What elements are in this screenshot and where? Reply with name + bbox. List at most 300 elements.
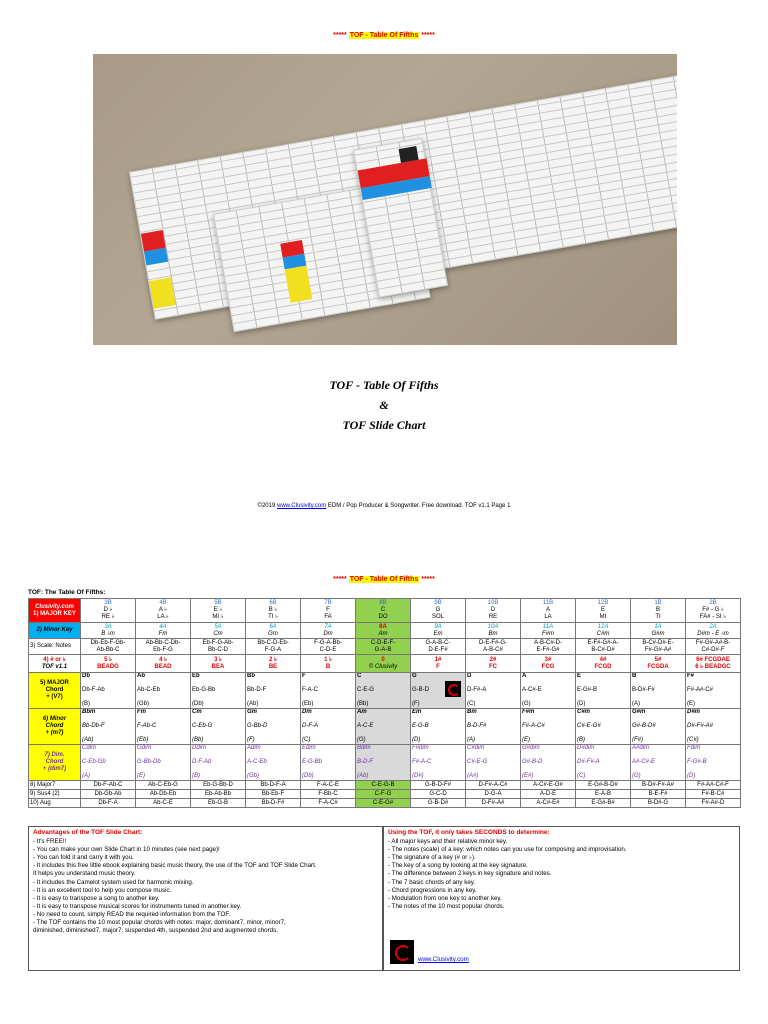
dim-chord-cell-text-2: (Ab) (357, 773, 369, 779)
scale-cell-text-0: C-D-E-F- (370, 639, 396, 646)
dim-chord-cell-text-1: G-Bb-Db (137, 759, 161, 765)
aug-cell-text-0: Ab-C-E (153, 799, 173, 806)
advantage-item: - It is easy to transpose a song to another key. (33, 894, 160, 902)
scale-cell-text-1: Bb-C-D (207, 646, 228, 653)
signature-cell-text-1: FCGD (594, 663, 612, 670)
major-chord-cell-text-1: F-A-C (302, 687, 318, 693)
major-chord-cell (81, 673, 136, 709)
minor-chord-cell (191, 709, 246, 745)
sus4-label-text-0: 9) Sus4 (2) (30, 790, 60, 797)
major7-cell-text-0: Eb-G-Bb-D (203, 781, 233, 788)
major-chord-cell (411, 673, 466, 709)
signature-cell-text-0: 4 ♭ (159, 656, 167, 663)
major-key-label-text-0: Clusivity.com (35, 603, 74, 610)
major-key-cell-text-1: A (545, 607, 550, 613)
major-chord-cell-text-0: Bb (247, 673, 255, 679)
advantages-title: Advantages of the TOF Slide Chart: (33, 829, 143, 836)
major-key-cell-text-0: 6B (269, 600, 277, 606)
minor-chord-cell-text-1: D#-F#-A# (687, 723, 714, 729)
minor-chord-cell-text-0: Cm (192, 709, 202, 715)
footer-link[interactable]: www.Clusivity.com (276, 503, 327, 509)
minor-key-cell (136, 623, 191, 639)
sus4-cell (631, 790, 686, 799)
advantage-item: - It includes the Camelot system used for harmonic mixing. (33, 878, 194, 886)
scale-cell-text-0: E-F#-G#-A- (587, 639, 619, 646)
minor-key-cell-text-0: 11A (542, 623, 554, 630)
scale-cell (411, 639, 466, 655)
minor-chord-cell-text-0: Bbm (82, 709, 96, 715)
major-chord-cell (466, 673, 521, 709)
scale-cell-text-0: D-E-F#-G- (479, 639, 507, 646)
major-key-cell-text-2: SOL (431, 614, 444, 620)
minor-key-cell-text-0: 10A (487, 623, 499, 630)
minor-chord-cell-text-2: (C) (302, 737, 311, 743)
minor-key-cell-text-0: 3A (104, 623, 112, 630)
minor-key-cell-text-1: Em (433, 630, 443, 637)
aug-cell-text-0: Db-F-A (98, 799, 118, 806)
minor-key-cell-text-1: G#m (651, 630, 665, 637)
dim-chord-cell-text-2: (D#) (412, 773, 424, 779)
signature-cell-text-1: © Clusivity (368, 663, 398, 670)
minor-key-cell-text-0: 9A (434, 623, 442, 630)
advantage-item: - It's FREE!! (33, 838, 67, 846)
minor-chord-cell-text-1: E-G-B (412, 723, 429, 729)
scale-cell-text-0: F-G-A-Bb- (314, 639, 342, 646)
signature-cell (356, 655, 411, 673)
major-key-cell-text-1: E ♭ (213, 607, 223, 613)
scale-cell (356, 639, 411, 655)
sus4-cell (356, 790, 411, 799)
usage-item: - The signature of a key (# or ♭). (388, 854, 476, 862)
minor-chord-cell-text-0: G#m (632, 709, 646, 715)
dim-chord-cell-text-2: (Gb) (247, 773, 259, 779)
dim-chord-cell-text-1: G#-B-D (522, 759, 543, 765)
minor-chord-cell-text-0: Bm (467, 709, 477, 715)
minor-key-label-text-0: 2) Minor Key (36, 627, 73, 633)
major-chord-label-text-2: + (V7) (46, 694, 63, 700)
scale-label (29, 639, 81, 655)
dim-chord-cell-text-1: C-Eb-Gb (82, 759, 106, 765)
major-key-cell-text-0: 9B (434, 600, 442, 606)
table-row (29, 799, 741, 808)
minor-chord-cell (246, 709, 301, 745)
dim-chord-cell-text-0: Ddim (192, 745, 207, 751)
major7-cell-text-0: Bb-D-F-A (260, 781, 286, 788)
major7-label (29, 781, 81, 790)
major7-cell (246, 781, 301, 790)
aug-cell-text-0: Eb-G-B (207, 799, 228, 806)
dim-chord-cell (466, 745, 521, 781)
scale-cell-text-1: Eb-F-G (153, 646, 173, 653)
dim-chord-cell-text-0: G#dim (522, 745, 540, 751)
usage-item: - Chord progressions in any key. (388, 886, 477, 894)
major-key-cell-text-1: F# - G ♭ (702, 607, 724, 613)
minor-chord-cell-text-1: A-C-E (357, 723, 374, 729)
aug-cell (301, 799, 356, 808)
header2-stars-left: ***** (333, 576, 347, 583)
major-chord-cell-text-1: Ab-C-Eb (137, 687, 161, 693)
minor-chord-label-text-2: + (m7) (45, 730, 64, 736)
sus4-cell (521, 790, 576, 799)
minor-chord-label-text-1: Chord (45, 723, 64, 729)
minor-chord-cell (81, 709, 136, 745)
minor-key-cell-text-1: Bm (488, 630, 498, 637)
major-key-cell (136, 599, 191, 623)
major-key-cell-text-1: C (380, 607, 386, 613)
minor-chord-cell-text-1: D-F-A (302, 723, 318, 729)
signature-cell (246, 655, 301, 673)
minor-chord-cell-text-1: G-Bb-D (247, 723, 268, 729)
major-key-cell (191, 599, 246, 623)
sus4-label (29, 790, 81, 799)
dim-chord-label-text-0: 7) Dim. (44, 752, 65, 758)
dim-chord-cell-text-0: D#dim (577, 745, 595, 751)
minor-chord-cell-text-0: Dm (302, 709, 312, 715)
scale-cell (686, 639, 741, 655)
major-chord-cell-text-1: C-E-G (357, 687, 374, 693)
major-key-cell-text-2: FA (324, 614, 332, 620)
advantage-item: - You can make your own Slide Chart in 10 minutes (see next page)! (33, 846, 220, 854)
signature-cell-text-1: BEA (211, 663, 225, 670)
minor-key-cell (686, 623, 741, 639)
advantage-item: - It is an excellent tool to help you compose music. (33, 886, 172, 894)
scale-cell-text-0: Eb-F-G-Ab- (202, 639, 234, 646)
minor-chord-cell-text-1: G#-B-D# (632, 723, 656, 729)
table-row (29, 599, 741, 623)
minor-key-label (29, 623, 81, 639)
scale-cell (301, 639, 356, 655)
signature-cell (411, 655, 466, 673)
minor-chord-cell-text-2: (F) (247, 737, 255, 743)
minor-key-cell (81, 623, 136, 639)
dim-chord-label-text-2: + (dim7) (42, 766, 67, 772)
aug-cell (466, 799, 521, 808)
major-chord-cell (136, 673, 191, 709)
table-row (29, 781, 741, 790)
signature-cell-text-0: 1# (434, 656, 442, 663)
second-header (0, 576, 768, 583)
dim-chord-cell-text-1: F#-A-C (412, 759, 432, 765)
major-chord-cell-text-0: Ab (137, 673, 145, 679)
sus4-cell-text-0: E-A-B (594, 790, 611, 797)
major7-cell (631, 781, 686, 790)
signature-cell-text-0: 2 ♭ (269, 656, 277, 663)
minor-key-cell (356, 623, 411, 639)
aug-cell (521, 799, 576, 808)
usage-item: - The 7 basic chords of any key. (388, 878, 476, 886)
aug-cell (136, 799, 191, 808)
scale-cell-text-1: D-E-F# (428, 646, 448, 653)
sus4-cell-text-0: F#-B-C# (701, 790, 725, 797)
advantage-item: - You can fold it and carry it with you. (33, 854, 134, 862)
minor-chord-cell-text-2: (Eb) (137, 737, 149, 743)
major-key-cell-text-2: RE (488, 614, 498, 620)
major-chord-cell-text-2: (C) (467, 701, 476, 707)
major-key-cell (356, 599, 411, 623)
minor-key-cell-text-1: Fm (158, 630, 168, 637)
minor-chord-cell-text-2: (B) (577, 737, 585, 743)
major-key-label (29, 599, 81, 623)
minor-chord-cell-text-2: (C#) (687, 737, 699, 743)
usage-title: Using the TOF, it only takes SECONDS to determine: (388, 829, 550, 836)
scale-cell-text-1: E-F#-G# (536, 646, 560, 653)
scale-cell-text-0: F#-G#-A#-B- (695, 639, 731, 646)
major-chord-cell-text-1: Eb-G-Bb (192, 687, 216, 693)
dim-chord-cell-text-0: Cdim (82, 745, 97, 751)
dim-chord-cell-text-0: Fdim (687, 745, 701, 751)
major7-cell-text-0: Db-F-Ab-C (93, 781, 123, 788)
major-chord-cell (631, 673, 686, 709)
signature-cell-text-0: 0 (381, 656, 385, 663)
minor-key-cell-text-1: Dm (323, 630, 333, 637)
major-key-cell (466, 599, 521, 623)
aug-cell-text-0: B-D#-G (647, 799, 669, 806)
major7-cell (356, 781, 411, 790)
dim-chord-cell-text-1: D#-F#-A (577, 759, 600, 765)
signature-cell-text-0: 2# (489, 656, 497, 663)
aug-cell-text-0: F-A-C# (318, 799, 338, 806)
minor-chord-cell-text-2: (G) (357, 737, 366, 743)
minor-key-cell (521, 623, 576, 639)
usage-item: - The difference between 2 keys in key signature and notes. (388, 870, 552, 878)
minor-chord-cell-text-1: F-Ab-C (137, 723, 157, 729)
sus4-cell (576, 790, 631, 799)
advantage-item: diminished, diminished7, major7, suspended 4th, suspended 2nd and augmented chords. (33, 927, 278, 935)
header2-stars-right: ***** (421, 576, 435, 583)
header2-title: TOF - Table Of Fifths (349, 576, 419, 583)
signature-cell-text-1: FCG (541, 663, 555, 670)
aug-label-text-0: 10) Aug (30, 799, 51, 806)
aug-cell (631, 799, 686, 808)
sus4-cell-text-0: B-E-F# (648, 790, 668, 797)
major7-cell (301, 781, 356, 790)
advantage-item: - The TOF contains the 10 most popular chords with notes: major, dominant7, minor, minor7, (33, 919, 286, 927)
major-key-cell-text-1: D (490, 607, 496, 613)
major-key-cell (81, 599, 136, 623)
aug-cell (686, 799, 741, 808)
major-chord-cell-text-2: (Gb) (137, 701, 149, 707)
table-row (29, 673, 741, 709)
minor-chord-cell (576, 709, 631, 745)
scale-cell-text-0: Db-Eb-F-Gb- (90, 639, 126, 646)
major-key-cell-text-1: B ♭ (268, 607, 278, 613)
major-chord-cell-text-2: (F) (412, 701, 420, 707)
minor-chord-cell-text-0: Gm (247, 709, 258, 715)
dim-chord-cell (356, 745, 411, 781)
usage-item: - All major keys and their relative minor key. (388, 838, 508, 846)
major-chord-cell-text-2: (D) (577, 701, 586, 707)
signature-cell-text-0: 5# (654, 656, 662, 663)
major-chord-cell-text-0: B (632, 673, 637, 679)
major-chord-cell-text-2: (Db) (192, 701, 204, 707)
sus4-cell (136, 790, 191, 799)
major-key-cell-text-1: E (600, 607, 605, 613)
minor-chord-cell (686, 709, 741, 745)
signature-cell (136, 655, 191, 673)
sus4-cell-text-0: Ab-Db-Eb (149, 790, 177, 797)
signature-cell (631, 655, 686, 673)
sus4-cell-text-0: Db-Gb-Ab (94, 790, 122, 797)
scale-cell-text-1: G-A-B (374, 646, 392, 653)
major-key-cell-text-0: 8B (379, 600, 387, 606)
sus4-cell-text-0: Bb-Eb-F (261, 790, 285, 797)
minor-chord-cell-text-2: (D) (412, 737, 421, 743)
major7-cell-text-0: C-E-G-B (371, 781, 395, 788)
usage-item: - Modulation from one key to another key. (388, 894, 502, 902)
advantage-item: It helps you understand music theory. (33, 870, 136, 878)
scale-cell (631, 639, 686, 655)
major-chord-cell (246, 673, 301, 709)
scale-cell (521, 639, 576, 655)
major-chord-cell-text-0: G (412, 673, 417, 679)
main-title-line1: TOF - Table Of Fifths (329, 378, 439, 392)
signature-cell-text-0: 5 ♭ (104, 656, 112, 663)
sus4-cell (191, 790, 246, 799)
minor-chord-cell-text-0: C#m (577, 709, 591, 715)
major-chord-cell-text-0: D (467, 673, 472, 679)
scale-cell (81, 639, 136, 655)
clusivity-site-link[interactable]: www.Clusivity.com (418, 955, 469, 963)
major-chord-cell (686, 673, 741, 709)
dim-chord-cell-text-0: F#dim (412, 745, 429, 751)
minor-key-cell (191, 623, 246, 639)
minor-key-cell-text-1: C#m (596, 630, 610, 637)
dim-chord-cell-text-0: Gdim (137, 745, 152, 751)
major-key-cell-text-2: MI (599, 614, 607, 620)
table-row (29, 790, 741, 799)
minor-chord-cell (136, 709, 191, 745)
minor-key-cell-text-0: 7A (324, 623, 332, 630)
minor-chord-cell-text-2: (Bb) (192, 737, 204, 743)
major-chord-cell-text-1: B-D#-F# (632, 687, 655, 693)
signature-cell-text-1: BEADG (97, 663, 119, 670)
major-chord-cell-text-1: Bb-D-F (247, 687, 267, 693)
table-row (29, 709, 741, 745)
major-chord-cell-text-0: A (522, 673, 527, 679)
signature-cell-text-0: 1 ♭ (324, 656, 332, 663)
major7-label-text-0: 8) Major7 (30, 781, 56, 788)
major-key-cell-text-0: 10B (487, 600, 499, 606)
major-key-cell-text-2: DO (378, 614, 388, 620)
dim-chord-label (29, 745, 81, 781)
aug-cell (246, 799, 301, 808)
dim-chord-cell-text-1: A#-C#-E (632, 759, 656, 765)
major-chord-cell-text-2: (Bb) (357, 701, 369, 707)
dim-chord-cell-text-0: Adim (247, 745, 261, 751)
major7-cell-text-0: F#-A#-C#-F (697, 781, 729, 788)
dim-chord-cell-text-1: E-G-Bb (302, 759, 323, 765)
dim-chord-cell (191, 745, 246, 781)
minor-chord-cell (301, 709, 356, 745)
minor-chord-cell-text-0: Am (357, 709, 367, 715)
aug-cell-text-0: E-G#-B# (591, 799, 615, 806)
aug-cell (356, 799, 411, 808)
major-key-cell-text-1: D ♭ (103, 607, 113, 613)
major-key-cell-text-2: TI (655, 614, 661, 620)
minor-chord-cell-text-0: Em (412, 709, 422, 715)
dim-chord-cell (301, 745, 356, 781)
major-chord-cell (521, 673, 576, 709)
footer-prefix: ©2019 (257, 503, 277, 509)
dim-chord-cell-text-2: (A) (82, 773, 90, 779)
minor-chord-cell-text-1: C-Eb-G (192, 723, 213, 729)
major-chord-label-text-0: 5) MAJOR (40, 680, 69, 686)
scale-cell (191, 639, 246, 655)
signature-cell-text-1: 6 ♭ BEADGC (695, 663, 731, 670)
major-chord-cell-text-2: (E) (687, 701, 695, 707)
table-row (29, 655, 741, 673)
aug-cell-text-0: G-B-D# (427, 799, 449, 806)
minor-chord-cell (466, 709, 521, 745)
aug-cell (576, 799, 631, 808)
major7-cell-text-0: A-C#-E-G# (533, 781, 563, 788)
major-chord-cell-text-0: Db (82, 673, 90, 679)
top-header (0, 32, 768, 39)
table-row (29, 623, 741, 639)
dim-chord-cell (411, 745, 466, 781)
major-chord-cell-text-0: F# (687, 673, 695, 679)
major-key-cell-text-0: 3B (104, 600, 112, 606)
dim-chord-cell-text-1: D-F-Ab (192, 759, 212, 765)
major-key-cell (301, 599, 356, 623)
major-key-cell-text-2: LA (544, 614, 552, 620)
aug-cell (411, 799, 466, 808)
major7-cell (521, 781, 576, 790)
scale-cell-text-1: C#-D#-F (701, 646, 725, 653)
major-key-cell-text-0: 4B (159, 600, 167, 606)
minor-chord-cell (521, 709, 576, 745)
major7-cell (576, 781, 631, 790)
aug-cell-text-0: F#-A#-D (701, 799, 725, 806)
major-key-cell-text-0: 1B (654, 600, 662, 606)
sus4-cell-text-0: Eb-Ab-Bb (204, 790, 231, 797)
dim-chord-cell (136, 745, 191, 781)
signature-cell-text-1: FC (489, 663, 497, 670)
minor-chord-cell-text-1: C#-E-G# (577, 723, 601, 729)
minor-chord-cell-text-0: F#m (522, 709, 535, 715)
aug-cell-text-0: C-E-G# (372, 799, 394, 806)
dim-chord-cell-text-0: Bdim (357, 745, 371, 751)
signature-cell-text-1: F (436, 663, 440, 670)
major-chord-cell-text-0: C (357, 673, 362, 679)
minor-key-cell (301, 623, 356, 639)
scale-cell-text-1: C-D-E (319, 646, 337, 653)
table-row (29, 745, 741, 781)
dim-chord-label-text-1: Chord (45, 759, 64, 765)
sus4-cell-text-0: D-G-A (484, 790, 502, 797)
major-key-cell-text-0: 12B (597, 600, 609, 606)
major-chord-cell-text-1: E-G#-B (577, 687, 598, 693)
minor-key-cell (576, 623, 631, 639)
major-chord-cell-text-0: E (577, 673, 582, 679)
dim-chord-cell (631, 745, 686, 781)
minor-key-cell (246, 623, 301, 639)
dim-chord-cell-text-1: F-G#-B (687, 759, 707, 765)
scale-cell-text-0: Bb-C-D-Eb- (257, 639, 289, 646)
scale-cell (576, 639, 631, 655)
signature-cell (301, 655, 356, 673)
advantage-item: - It is easy to transpose musical scores for instruments tuned in another key. (33, 902, 242, 910)
major-key-cell-text-2: MI ♭ (212, 614, 224, 620)
signature-label-text-0: 4) # or ♭ (43, 656, 66, 663)
major-chord-cell (301, 673, 356, 709)
major-key-cell-text-1: F (326, 607, 330, 613)
major-chord-cell-text-1: F#-A#-C# (687, 687, 714, 693)
major-chord-cell-text-0: Eb (192, 673, 200, 679)
minor-chord-cell-text-2: (E) (522, 737, 530, 743)
signature-cell-text-1: BEAD (154, 663, 172, 670)
minor-chord-cell-text-0: D#m (687, 709, 701, 715)
